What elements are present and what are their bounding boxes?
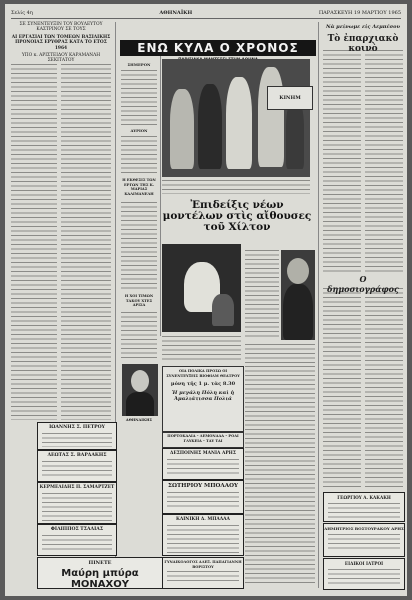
ad-title: ΔΗΜΗΤΡΙΟΣ ΒΟΣΤΟΥΡΑΚΟΥ ΑΡΗΣ (324, 526, 404, 531)
event-box (162, 432, 244, 448)
column-two-side-head: Η ΕΚΘΕΣΙΣ ΤΩΝ ΕΡΓΩΝ ΤΗΣ Κ. ΜΑΡΙΑΣ ΚΑΛΙΜΑΝΕΛΗ (122, 178, 156, 196)
article-text-block (121, 312, 157, 360)
cinema-head: ΟΙΑ ΠΟΛΙΚΑ ΠΡΟΣΩ ΟΙ ΣΥΝΕΝΤΕΥΞΕΙΣ ΒΙΟΦΙΛΜ ΘΕΑΤΡΟΥ (166, 369, 240, 378)
runway-photo (162, 244, 241, 332)
ad-title: ΛΕΩΤΑΣ Σ. ΒΑΡΔΑΚΗΣ (47, 453, 107, 458)
right-headline: Τὸ ἐπαρχιακὸ κοινὸ (327, 34, 399, 54)
article-text-block (121, 136, 157, 176)
column-two-head: ΑΥΡΙΟΝ (130, 128, 148, 133)
photo-model (198, 84, 222, 169)
column-two (121, 128, 157, 133)
newspaper-page (5, 4, 407, 596)
article-text-block (365, 288, 403, 488)
ad-title: ΔΕΣΠΟΙΝΗΣ ΜΑΝΙΑ ΑΡΗΣ (170, 451, 236, 456)
ad-title: ΚΛΙΝΙΚΗ Δ. ΜΠΑΛΑΑ (176, 517, 230, 522)
ad-box (162, 448, 244, 480)
ad-text (328, 569, 400, 585)
section-banner (120, 40, 316, 56)
ad-text (42, 461, 112, 479)
page-number: Σελίς 4η (11, 10, 33, 16)
article-text-block (245, 366, 315, 586)
photo-body (126, 392, 154, 416)
article-text-block (245, 250, 279, 340)
tag-box-label: ΚΙΝΗΜ (279, 95, 301, 101)
newspaper-name: ΑΘΗΝΑΪΚΗ (159, 10, 193, 16)
column-two-mid-head: Η ΧΟΙ ΤΙΜΩΝ ΤΑΚΟΥ ΧΤΕΣ ΑΡΙΣΑ (124, 294, 154, 307)
article-text-block (61, 64, 111, 420)
article-text-block (162, 336, 241, 360)
ad-title: ΓΕΩΡΓΙΟΥ Α. ΚΑΚΑΚΗ (337, 495, 391, 500)
ad-box (162, 480, 244, 514)
portrait-photo (122, 364, 158, 416)
left-column (11, 22, 111, 64)
right-top-story: Νὰ μείνωμε εἰς Λεμπέσου (326, 24, 400, 30)
issue-date: ΠΑΡΑΣΚΕΥΗ 19 ΜΑΡΤΙΟΥ 1965 (318, 10, 401, 16)
ad-title: ΣΩΤΗΡΙΟΥ ΜΠΟΛΑΟΥ (168, 483, 238, 489)
ad-text (167, 492, 239, 510)
photo-caption (121, 418, 157, 423)
page-header (11, 8, 401, 19)
column-two (121, 178, 157, 196)
photo-model (258, 67, 284, 167)
ad-box (37, 482, 117, 524)
left-kicker: ΣΕ ΣΥΝΕΝΤΕΥΞΙΝ ΤΟΥ ΒΟΥΛΕΥΤΟΥ ΚΑΣΤΡΙΝΟΥ ΣΕ ΤΟΥΣ (19, 22, 103, 33)
article-text-block (245, 344, 315, 364)
photo-figure (212, 294, 234, 326)
left-byline: ΥΠΟ κ. ΑΡΙΣΤΕΙΔΟΥ ΚΑΡΑΜΑΝΛΗ ΣΕΚΙΤΑΤΟΥ (21, 53, 101, 64)
beer-ad-title: Μαύρη μπύρα ΜΟΝΑΧΟΥ (61, 568, 139, 590)
ad-text (167, 459, 239, 475)
photo-body (283, 284, 313, 340)
ad-text (167, 525, 239, 553)
ad-title: ΓΥΝΑΙΚΟΛΟΓΟΣ ΑΛΕΞ. ΠΑΠΑΓΙΑΝΝΗ ΒΟΡΙΣΤΟΥ (164, 560, 242, 569)
ad-title: ΙΩΑΝΝΗΣ Σ. ΠΕΤΡΟΥ (49, 425, 105, 430)
ad-text (328, 503, 400, 519)
ad-text (42, 493, 112, 521)
article-text-block (121, 202, 157, 292)
fashion-headline: Ἐπιδείξις νέων μοντέλων στὶς αἴθουσες τοῦ Χίλτον (162, 199, 312, 234)
beer-ad-kicker: ΠΙΝΕΤΕ (88, 560, 112, 566)
column-rule (160, 56, 161, 336)
man-photo (281, 250, 315, 340)
fashion-photo (162, 59, 310, 177)
ad-box (37, 524, 117, 556)
column-two-head: ΣΗΜΕΡΟΝ (127, 62, 151, 67)
ad-box (37, 450, 117, 482)
article-text-block (365, 50, 403, 272)
ad-box (323, 523, 405, 557)
article-text-block (323, 288, 361, 488)
photo-model (226, 77, 252, 169)
ad-box (162, 557, 244, 589)
ad-text (328, 534, 400, 550)
banner-title: ΕΝΩ ΚΥΛΑ Ο ΧΡΟΝΟΣ (137, 41, 299, 55)
beer-ad (37, 557, 163, 589)
column-two (121, 294, 157, 308)
photo-caption-text: ΑΘΗΝΑΙΚΗΣ (125, 418, 153, 422)
event-text: ΠΟΡΤΟΚΑΛΙΑ – ΛΕΜΟΝΑΔΑ – ΡΟΔΙ ΓΛΥΚΕΙΑ – ΤΑΥ ΤΑΙ (167, 434, 239, 443)
ad-title: ΦΙΛΙΠΠΟΣ ΤΣΑΛΙΑΣ (50, 527, 104, 532)
photo-caption-lines (162, 180, 310, 194)
ad-box (162, 514, 244, 556)
ad-text (42, 433, 112, 447)
ad-title: ΕΙΔΙΚΟΙ ΙΑΤΡΟΙ (344, 561, 384, 566)
ad-box (323, 558, 405, 590)
photo-face (287, 258, 309, 284)
tag-box (267, 86, 313, 110)
cinema-sub: Ἡ μεγάλη Πόλη καὶ ἡ Ἀμαλιάτισσα Πολιά (171, 390, 235, 402)
cinema-box (162, 366, 244, 432)
photo-face (131, 370, 149, 392)
article-text-block (11, 64, 57, 420)
photo-model (170, 89, 194, 169)
ad-text (167, 571, 239, 583)
second-headline: Ο δημοσιογράφος (327, 274, 399, 294)
article-text-block (323, 50, 361, 272)
left-headline: ΑΙ ΕΡΓΑΣΙΑΙ ΤΩΝ ΤΟΜΕΩΝ ΒΑΣΙΛΙΚΗΣ ΠΡΟΝΟΙΑΣ ΕΡΥΘΡΑΣ ΚΑΤΑ ΤΟ ΕΤΟΣ 1964 (11, 34, 111, 51)
ad-box (323, 492, 405, 522)
cinema-times: μόνη τῆς 1 μ. τὰς 8.30 (170, 381, 236, 387)
ad-title: ΚΕΡΜΕΛΙΔΗΣ Π. ΣΑΜΑΡΤΖΕΤ (39, 485, 115, 490)
article-text-block (121, 70, 157, 126)
ad-text (42, 535, 112, 553)
column-rule (318, 22, 319, 588)
column-two (121, 62, 157, 67)
ad-box (37, 422, 117, 450)
